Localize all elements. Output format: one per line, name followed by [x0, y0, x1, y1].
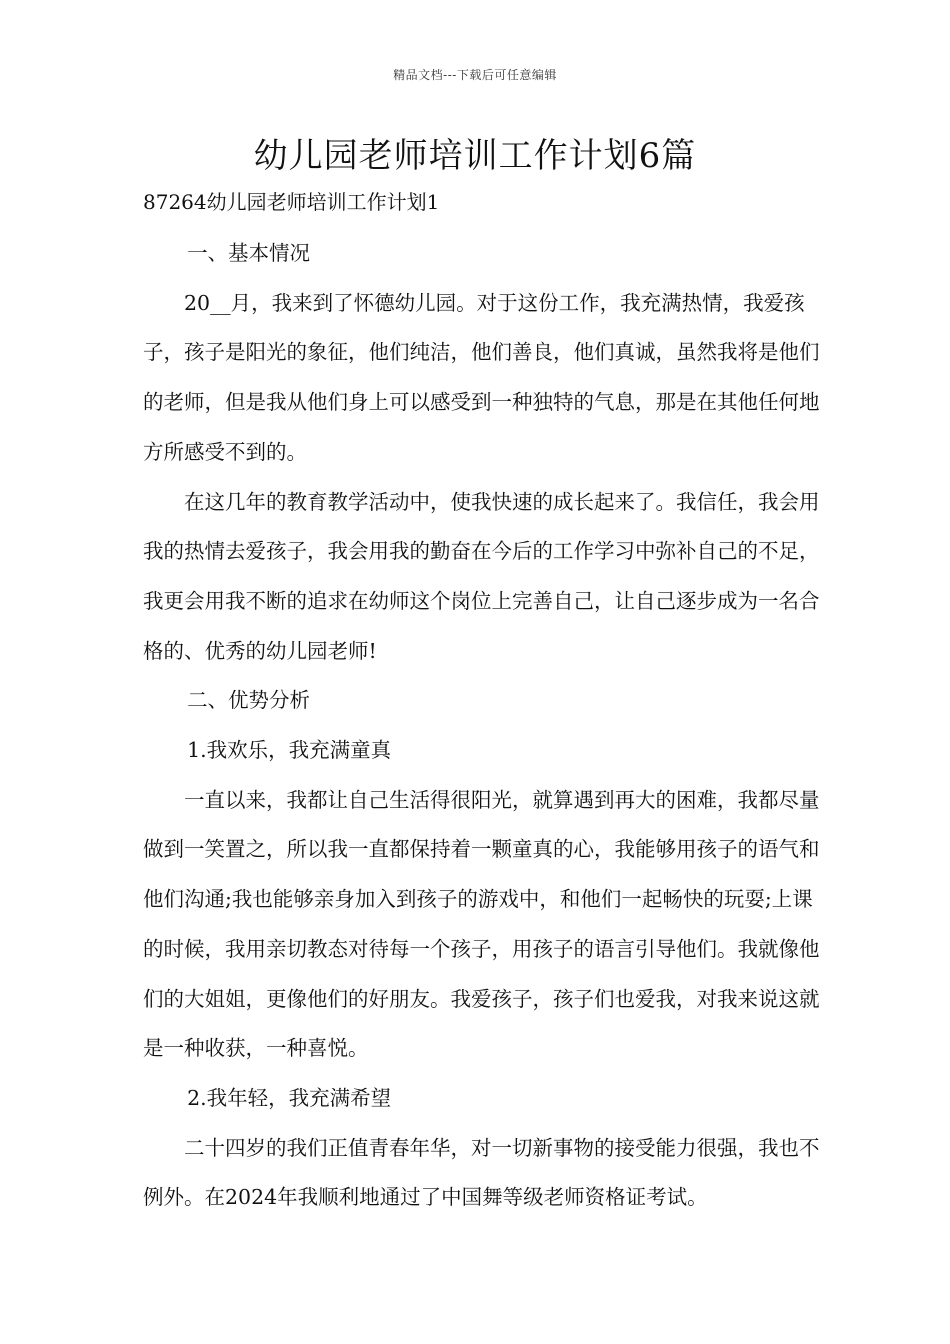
- subheading-young: 2.我年轻，我充满希望: [187, 1085, 392, 1110]
- subheading-happy: 1.我欢乐，我充满童真: [187, 738, 392, 763]
- document-title: 幼儿园老师培训工作计划6篇: [253, 136, 697, 176]
- header-note: 精品文档---下载后可任意编辑: [393, 68, 557, 82]
- document-body: [143, 229, 823, 1223]
- section-heading-advantages: 二、优势分析: [187, 688, 311, 713]
- paragraph-happy: 一直以来，我都让自己生活得很阳光，就算遇到再大的困难，我都尽量做到一笑置之，所以我一直都保持着一颗童真的心，我能够用孩子的语气和他们沟通;我也能够亲身加入到孩子的游戏中，和他们一起畅快的玩耍;上课的时候，我用亲切教态对待每一个孩子，用孩子的语言引导他们。我就像他们的大姐姐，更像他们的好朋友。我爱孩子，孩子们也爱我，对我来说这就是一种收获，一种喜悦。: [143, 787, 820, 1061]
- paragraph-intro: 20__月，我来到了怀德幼儿园。对于这份工作，我充满热情，我爱孩子，孩子是阳光的象征，他们纯洁，他们善良，他们真诚，虽然我将是他们的老师，但是我从他们身上可以感受到一种独特的气息，那是在其他任何地方所感受不到的。: [143, 290, 820, 464]
- paragraph-growth: 在这几年的教育教学活动中，使我快速的成长起来了。我信任，我会用我的热情去爱孩子，我会用我的勤奋在今后的工作学习中弥补自己的不足，我更会用我不断的追求在幼师这个岗位上完善自己，让自己逐步成为一名合格的、优秀的幼儿园老师!: [143, 489, 820, 663]
- section-heading-basic-situation: 一、基本情况: [187, 241, 311, 265]
- paragraph-young: 二十四岁的我们正值青春年华，对一切新事物的接受能力很强，我也不例外。在2024年我顺利地通过了中国舞等级老师资格证考试。: [143, 1135, 820, 1210]
- document-subtitle: 87264幼儿园老师培训工作计划1: [143, 190, 440, 214]
